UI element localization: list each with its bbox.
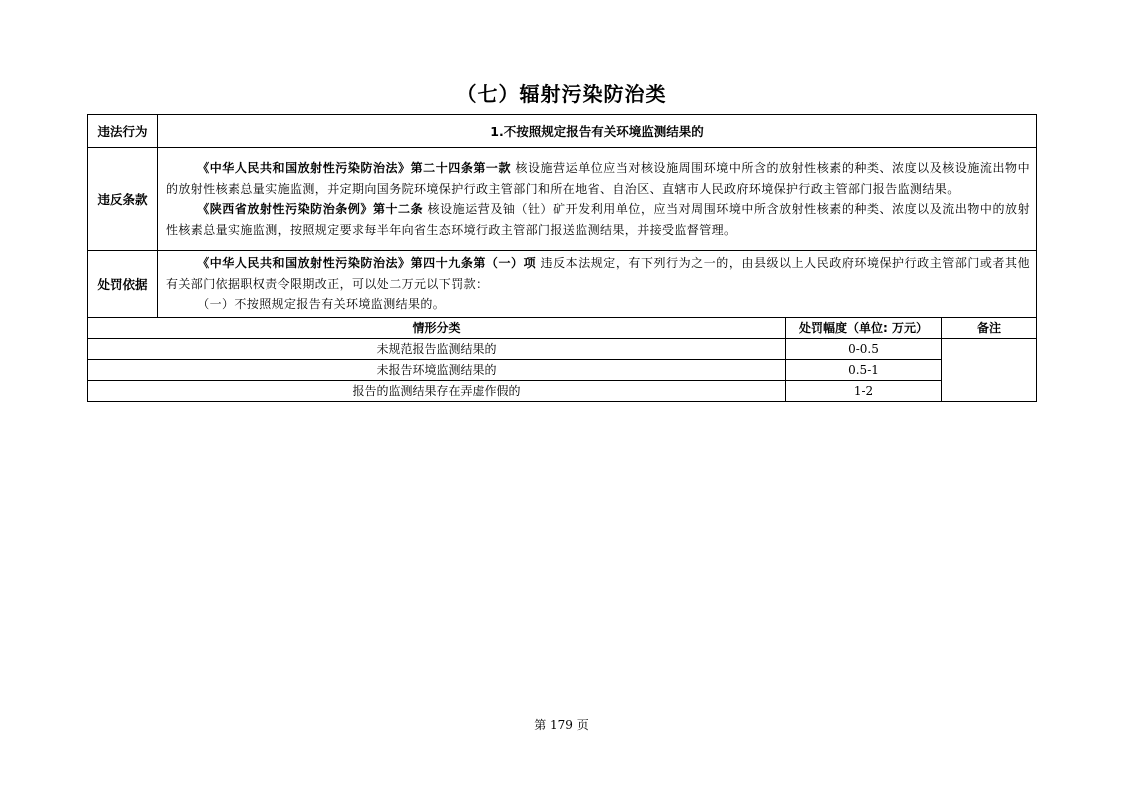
page-title: （七）辐射污染防治类	[456, 82, 667, 106]
clause-content	[158, 148, 1037, 251]
range-cell: 1-2	[786, 380, 942, 401]
clause-law-name: 《陕西省放射性污染防治条例》第十二条	[197, 202, 424, 216]
clause-text: 核设施运营及铀（钍）矿开发利用单位，应当对周围环境中所含放射性核素的种类、浓度以及流出物中的放射性核素总量实施监测，按照规定要求每半年向省生态环境行政主管部门报送监测结果，并接受监督管理。	[166, 202, 1030, 237]
clause-law-name: 《中华人民共和国放射性污染防治法》第二十四条第一款	[197, 161, 512, 175]
clause-paragraph	[166, 158, 1030, 199]
column-header-range: 处罚幅度（单位: 万元）	[786, 317, 942, 338]
penalty-label: 处罚依据	[88, 251, 158, 318]
violation-title: 1.不按照规定报告有关环境监测结果的	[158, 115, 1037, 148]
note-cell	[942, 338, 1037, 401]
situation-cell: 未报告环境监测结果的	[88, 359, 786, 380]
clause-text: 核设施营运单位应当对核设施周围环境中所含的放射性核素的种类、浓度以及核设施流出物中的放射性核素总量实施监测，并定期向国务院环境保护行政主管部门和所在地省、自治区、直辖市人民政府环境保护行政主管部门报告监测结果。	[166, 161, 1030, 196]
table-row	[88, 359, 1037, 380]
range-cell: 0.5-1	[786, 359, 942, 380]
penalty-item: （一）不按照规定报告有关环境监测结果的。	[197, 297, 446, 311]
clause-label: 违反条款	[88, 148, 158, 251]
clause-paragraph	[166, 199, 1030, 240]
column-header-situation: 情形分类	[88, 317, 786, 338]
penalty-text: 违反本法规定，有下列行为之一的，由县级以上人民政府环境保护行政主管部门或者其他有关部门依据职权责令限期改正，可以处二万元以下罚款：	[166, 256, 1030, 291]
penalty-law-name: 《中华人民共和国放射性污染防治法》第四十九条第（一）项	[197, 256, 537, 270]
column-header-note: 备注	[942, 317, 1037, 338]
violation-label: 违法行为	[88, 115, 158, 148]
range-cell: 0-0.5	[786, 338, 942, 359]
penalty-table	[87, 114, 1036, 402]
table-row	[88, 380, 1037, 401]
situation-cell: 报告的监测结果存在弄虚作假的	[88, 380, 786, 401]
page-number: 第 179 页	[534, 718, 589, 732]
table-row	[88, 338, 1037, 359]
penalty-content	[158, 251, 1037, 318]
situation-cell: 未规范报告监测结果的	[88, 338, 786, 359]
penalty-paragraph	[166, 253, 1030, 294]
